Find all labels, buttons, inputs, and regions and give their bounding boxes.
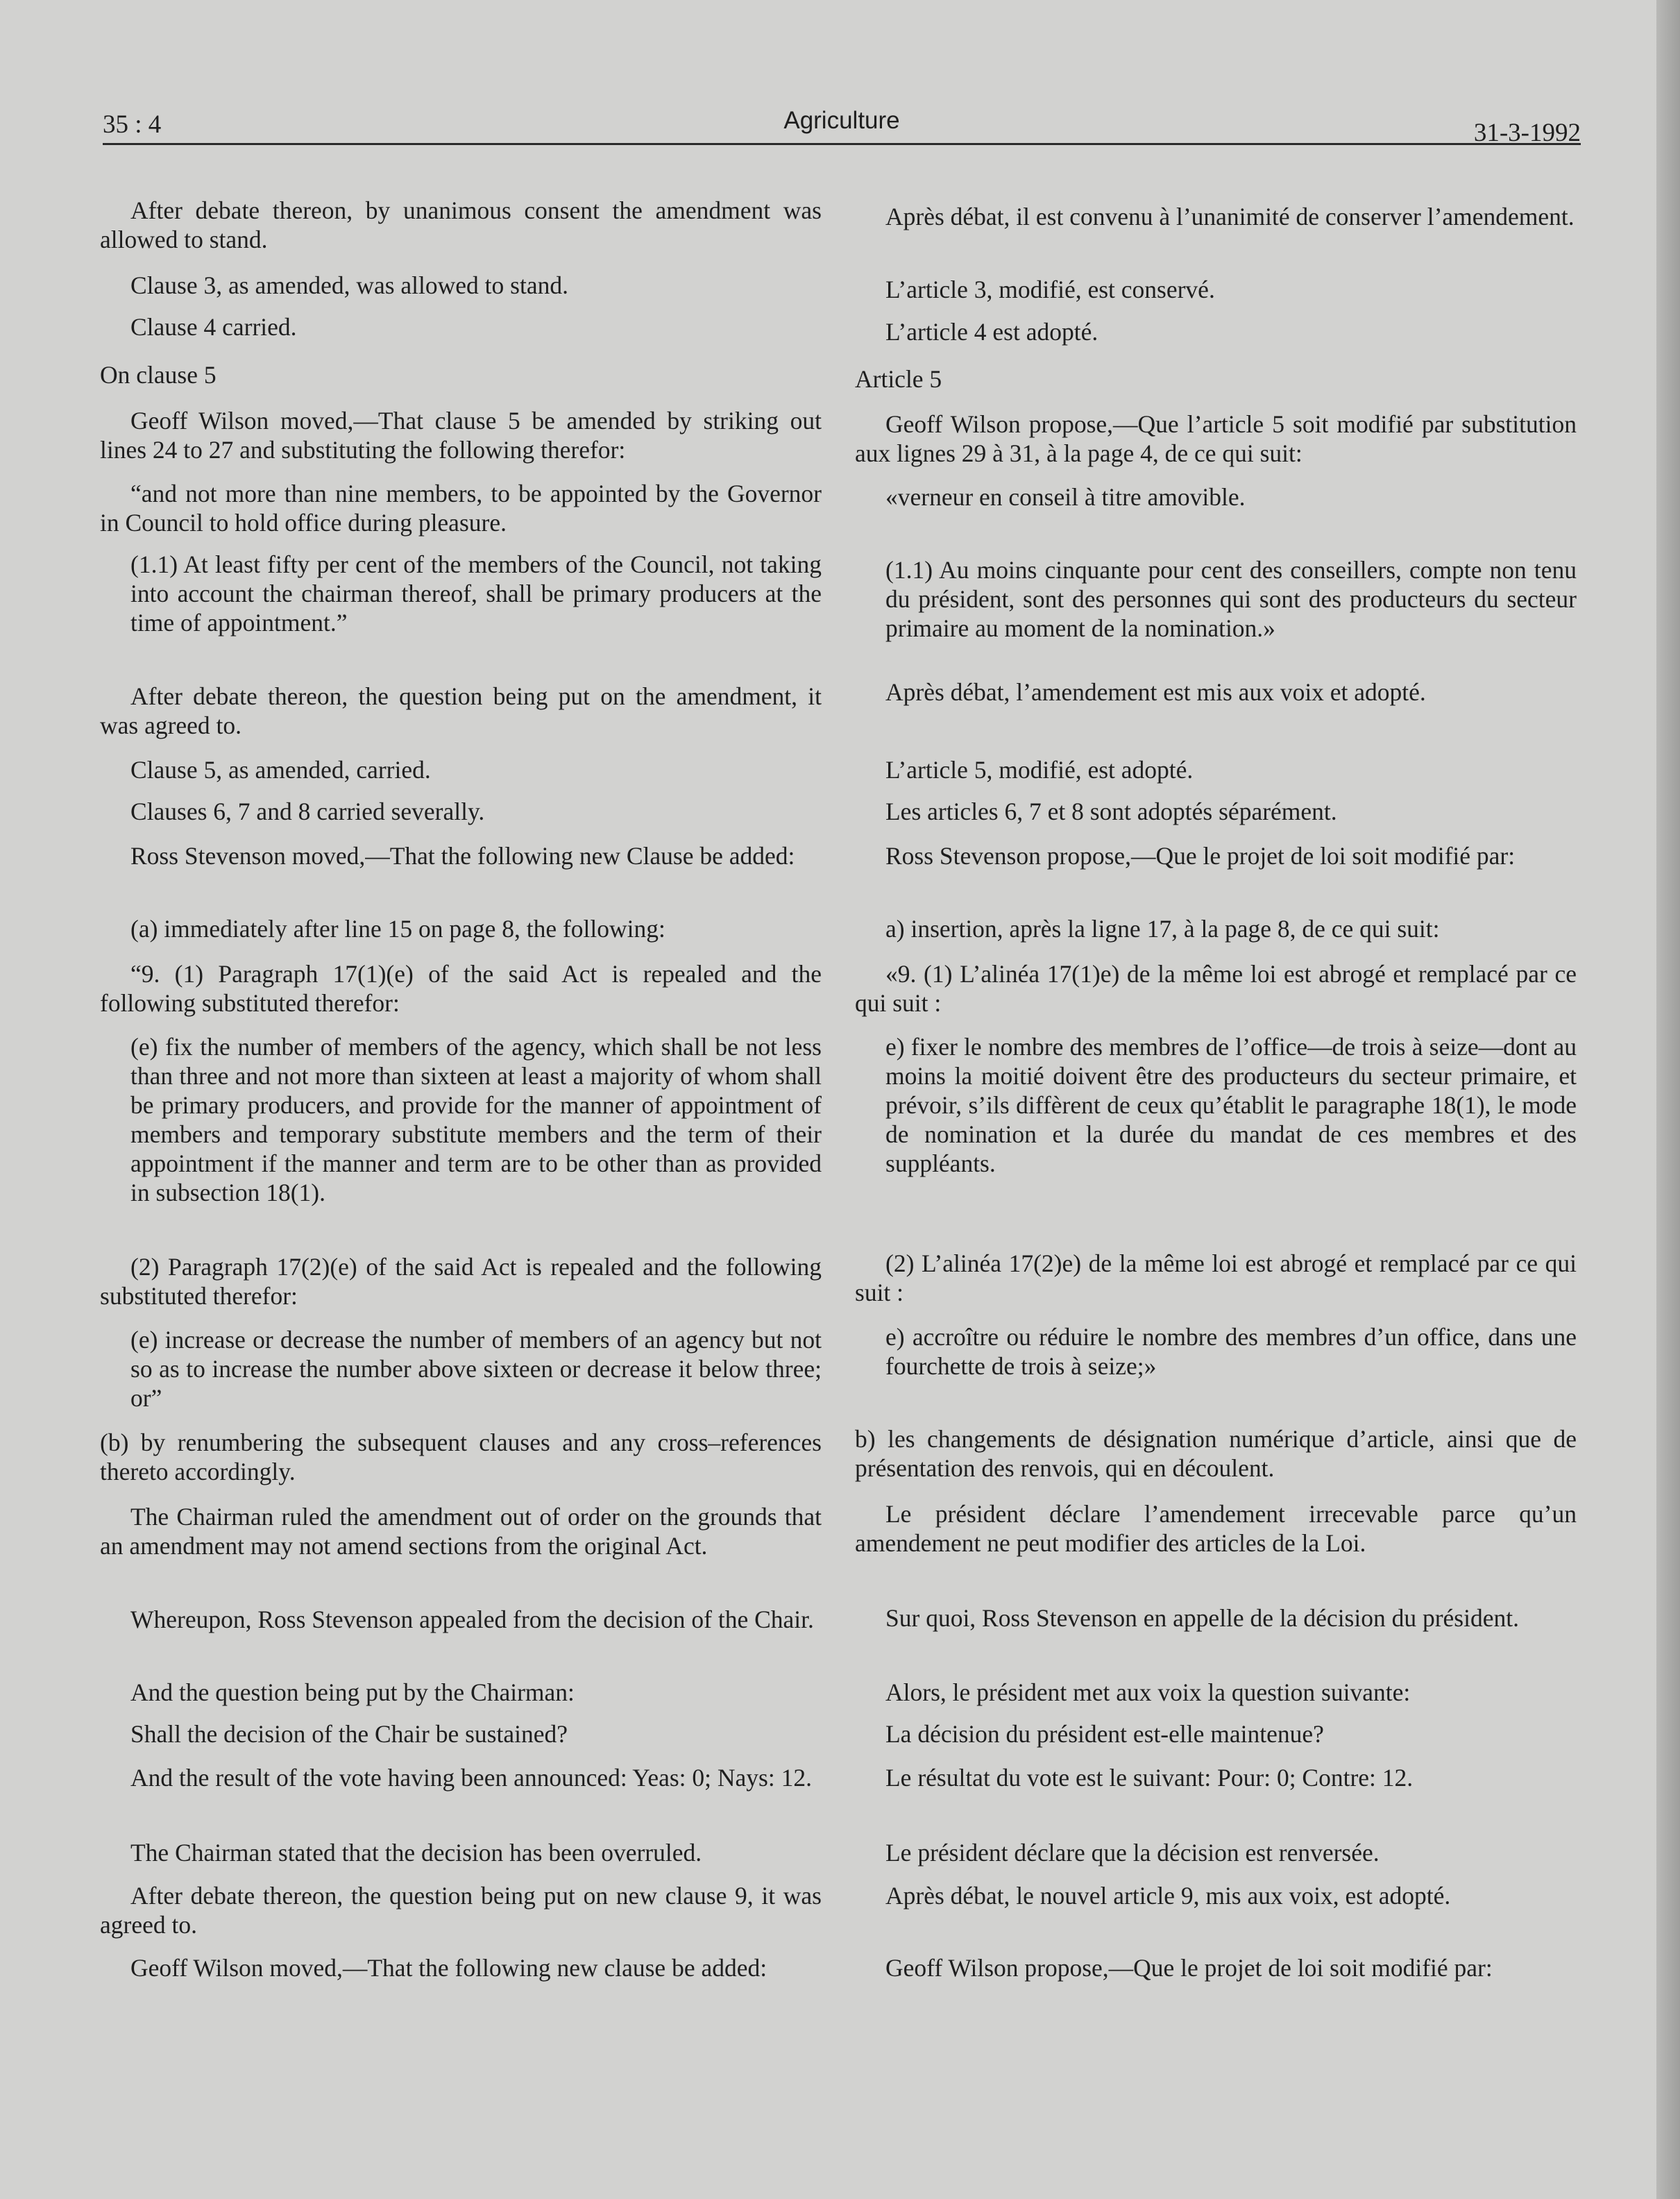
paragraph: Clause 5, as amended, carried. bbox=[130, 756, 431, 784]
paragraph: After debate thereon, the question being put on the amendment, it was agreed to. bbox=[100, 682, 822, 739]
paragraph: Clauses 6, 7 and 8 carried severally. bbox=[130, 798, 485, 825]
paragraph: Le résultat du vote est le suivant: Pour: 0; Contre: 12. bbox=[885, 1764, 1414, 1792]
paragraph: e) accroître ou réduire le nombre des membres d’un office, dans une fourchette de trois à seize;» bbox=[885, 1323, 1577, 1380]
page-edge bbox=[1656, 0, 1680, 2199]
paragraph: e) fixer le nombre des membres de l’office—de trois à seize—dont au moins la moitié doivent être des producteurs du secteur primaire, et prévoir, s’ils diffèrent de ceux qu’établit le paragraphe 18(1), le mode de nomination et la durée du mandat de ces membres et des suppléants. bbox=[885, 1033, 1577, 1177]
paragraph: After debate thereon, by unanimous consent the amendment was allowed to stand. bbox=[100, 196, 822, 253]
paragraph: (1.1) Au moins cinquante pour cent des conseillers, compte non tenu du président, sont des personnes qui sont des producteurs du secteur primaire au moment de la nomination.» bbox=[885, 556, 1577, 642]
paragraph: La décision du président est-elle maintenue? bbox=[885, 1720, 1324, 1748]
paragraph: Après débat, il est convenu à l’unanimité de conserver l’amendement. bbox=[885, 203, 1575, 230]
paragraph: Geoff Wilson propose,—Que l’article 5 soit modifié par substitution aux lignes 29 à 31, à la page 4, de ce qui suit: bbox=[855, 410, 1577, 467]
paragraph: L’article 5, modifié, est adopté. bbox=[885, 756, 1194, 784]
page-header bbox=[103, 106, 1581, 145]
paragraph: Le président déclare que la décision est renversée. bbox=[885, 1839, 1380, 1867]
paragraph: Après débat, le nouvel article 9, mis aux voix, est adopté. bbox=[885, 1882, 1451, 1910]
paragraph: «verneur en conseil à titre amovible. bbox=[885, 483, 1246, 511]
paragraph: «9. (1) L’alinéa 17(1)e) de la même loi est abrogé et remplacé par ce qui suit : bbox=[855, 960, 1577, 1017]
paragraph: Geoff Wilson propose,—Que le projet de loi soit modifié par: bbox=[885, 1954, 1493, 1982]
page-date: 31-3-1992 bbox=[1473, 119, 1581, 147]
paragraph: Whereupon, Ross Stevenson appealed from the decision of the Chair. bbox=[130, 1606, 814, 1633]
paragraph: Geoff Wilson moved,—That clause 5 be amended by striking out lines 24 to 27 and substituting the following therefor: bbox=[100, 407, 822, 464]
paragraph: (e) fix the number of members of the agency, which shall be not less than three and not more than sixteen at least a majority of whom shall be primary producers, and provide for the manner of appointment of members and temporary substitute members and the term of their appointment if the manner and term are to be other than as provided in subsection 18(1). bbox=[130, 1033, 822, 1206]
paragraph: Ross Stevenson moved,—That the following new Clause be added: bbox=[130, 842, 795, 870]
paragraph: “9. (1) Paragraph 17(1)(e) of the said Act is repealed and the following substituted therefor: bbox=[100, 960, 822, 1017]
paragraph: Alors, le président met aux voix la question suivante: bbox=[885, 1678, 1411, 1706]
paragraph: Les articles 6, 7 et 8 sont adoptés séparément. bbox=[885, 798, 1337, 825]
paragraph: (2) L’alinéa 17(2)e) de la même loi est abrogé et remplacé par ce qui suit : bbox=[855, 1249, 1577, 1306]
paragraph: “and not more than nine members, to be appointed by the Governor in Council to hold office during pleasure. bbox=[100, 480, 822, 537]
paragraph: a) insertion, après la ligne 17, à la page 8, de ce qui suit: bbox=[885, 915, 1440, 943]
paragraph: And the question being put by the Chairman: bbox=[130, 1678, 575, 1706]
paragraph: And the result of the vote having been announced: Yeas: 0; Nays: 12. bbox=[130, 1764, 812, 1792]
paragraph: L’article 3, modifié, est conservé. bbox=[885, 276, 1215, 303]
paragraph: Le président déclare l’amendement irrecevable parce qu’un amendement ne peut modifier des articles de la Loi. bbox=[855, 1500, 1577, 1557]
paragraph: On clause 5 bbox=[100, 361, 217, 389]
paragraph: Shall the decision of the Chair be sustained? bbox=[130, 1720, 568, 1748]
paragraph: Geoff Wilson moved,—That the following new clause be added: bbox=[130, 1954, 767, 1982]
paragraph: The Chairman stated that the decision has been overruled. bbox=[130, 1839, 702, 1867]
paragraph: Clause 4 carried. bbox=[130, 313, 297, 341]
paragraph: Ross Stevenson propose,—Que le projet de loi soit modifié par: bbox=[885, 842, 1516, 870]
paragraph: Article 5 bbox=[855, 365, 942, 393]
paragraph: Clause 3, as amended, was allowed to stand. bbox=[130, 271, 568, 299]
paragraph: L’article 4 est adopté. bbox=[885, 318, 1098, 346]
paragraph: b) les changements de désignation numérique d’article, ainsi que de présentation des renvois, qui en découlent. bbox=[855, 1425, 1577, 1482]
paragraph: (2) Paragraph 17(2)(e) of the said Act is repealed and the following substituted therefor: bbox=[100, 1253, 822, 1310]
paragraph: (b) by renumbering the subsequent clauses and any cross–references thereto accordingly. bbox=[100, 1429, 822, 1485]
page-number: 35 : 4 bbox=[103, 110, 162, 139]
paragraph: Après débat, l’amendement est mis aux voix et adopté. bbox=[885, 678, 1426, 706]
paragraph: Sur quoi, Ross Stevenson en appelle de la décision du président. bbox=[885, 1604, 1519, 1632]
paragraph: The Chairman ruled the amendment out of order on the grounds that an amendment may not amend sections from the original Act. bbox=[100, 1503, 822, 1560]
paragraph: After debate thereon, the question being put on new clause 9, it was agreed to. bbox=[100, 1882, 822, 1939]
paragraph: (e) increase or decrease the number of members of an agency but not so as to increase the number above sixteen or decrease it below three; or” bbox=[130, 1326, 822, 1412]
page-title: Agriculture bbox=[783, 107, 900, 134]
paragraph: (1.1) At least fifty per cent of the members of the Council, not taking into account the chairman thereof, shall be primary producers at the time of appointment.” bbox=[130, 550, 822, 637]
paragraph: (a) immediately after line 15 on page 8, the following: bbox=[130, 915, 665, 943]
